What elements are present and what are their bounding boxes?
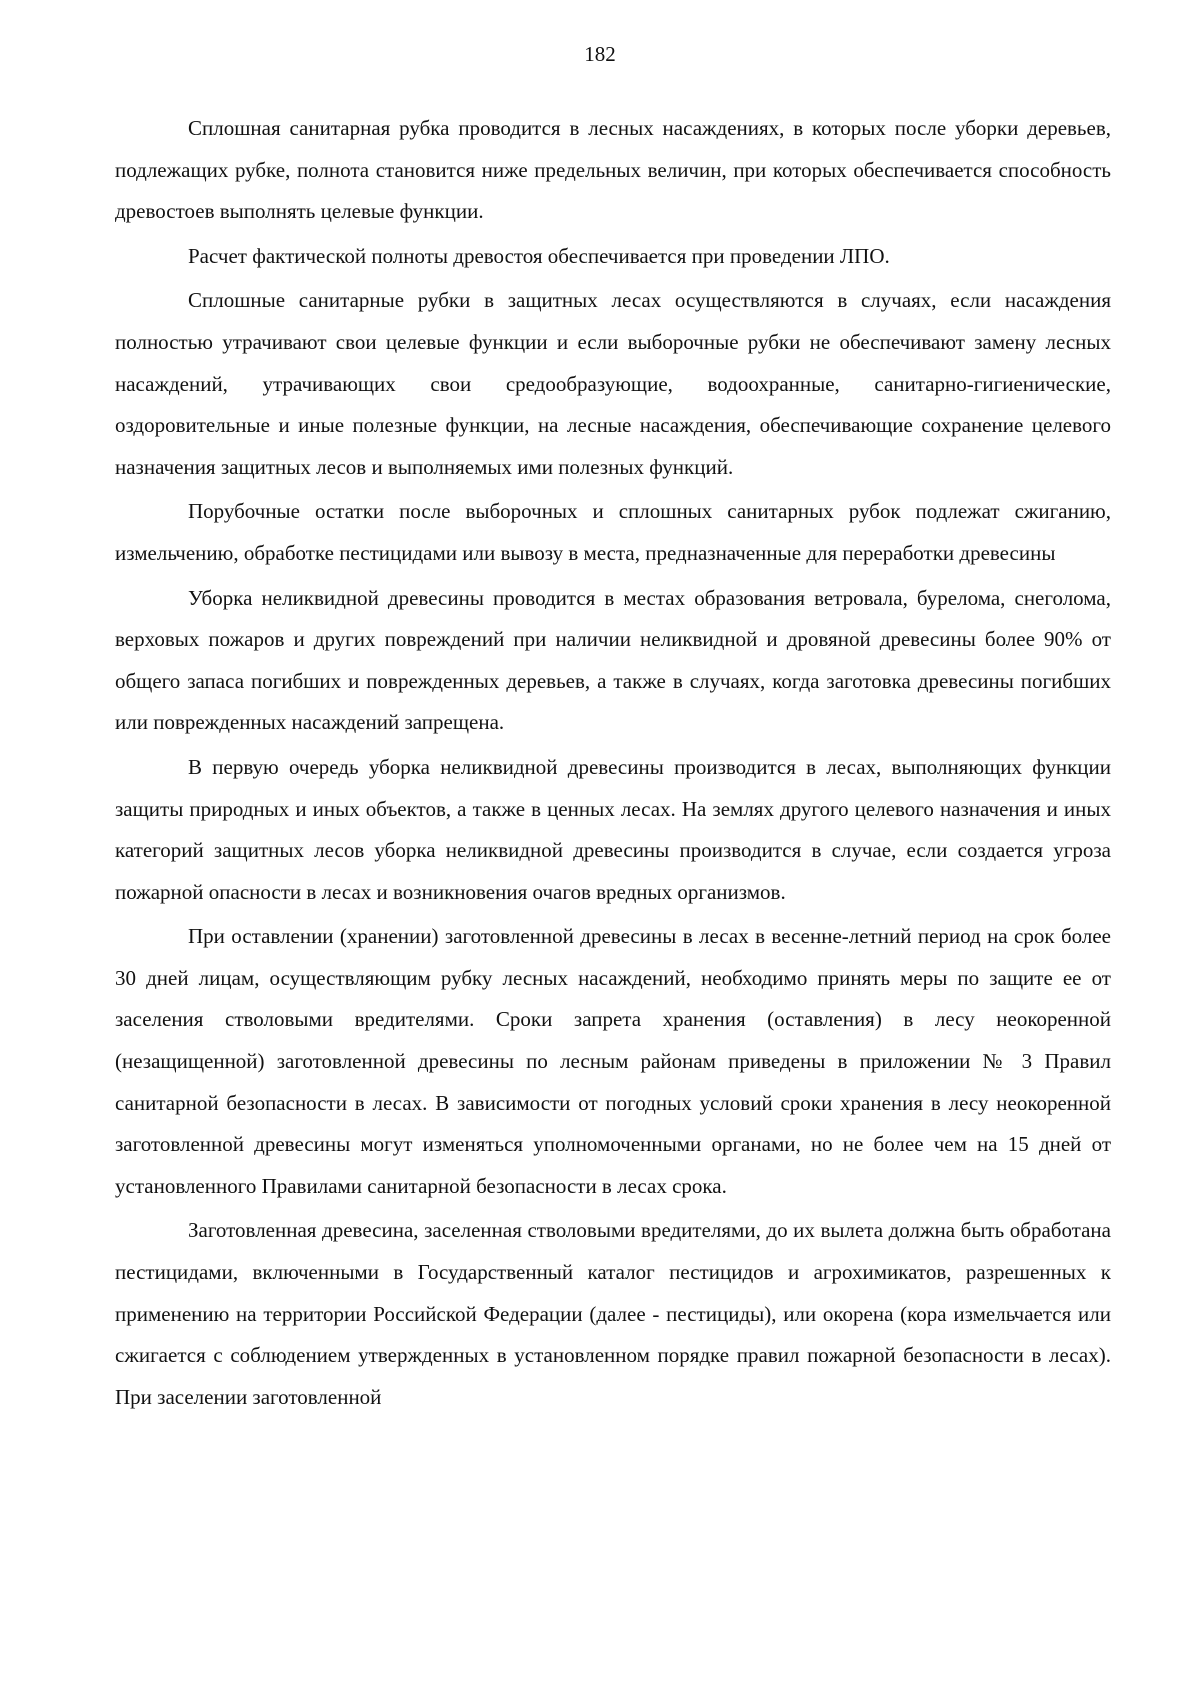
page-number: 182 bbox=[584, 42, 616, 66]
paragraph-non-merchantable-wood-removal: Уборка неликвидной древесины проводится в местах образования ветровала, бурелома, снеголома, верховых пожаров и других повреждений при наличии неликвидной и дровяной древесины более 90% от общего запаса погибших и поврежденных деревьев, а также в случаях, когда заготовка древесины погибших или поврежденных насаждений запрещена. bbox=[115, 585, 1111, 735]
paragraph-felling-residues: Порубочные остатки после выборочных и сплошных санитарных рубок подлежат сжиганию, измельчению, обработке пестицидами или вывозу в места, предназначенные для переработки древесины bbox=[115, 499, 1111, 565]
paragraph-priority-removal: В первую очередь уборка неликвидной древесины производится в лесах, выполняющих функции защиты природных и иных объектов, а также в ценных лесах. На землях другого целевого назначения и иных категорий защитных лесов уборка неликвидной древесины производится в случае, если создается угроза пожарной опасности в лесах и возникновения очагов вредных организмов. bbox=[115, 754, 1111, 904]
paragraph-infested-timber-treatment: Заготовленная древесина, заселенная стволовыми вредителями, до их вылета должна быть обработана пестицидами, включенными в Государственный каталог пестицидов и агрохимикатов, разрешенных к применению на территории Российской Федерации (далее - пестициды), или окорена (кора измельчается или сжигается с соблюдением утвержденных в установленном порядке правил пожарной безопасности в лесах). При заселении заготовленной bbox=[115, 1218, 1111, 1409]
document-body bbox=[115, 108, 1111, 1421]
paragraph-stand-density-calculation: Расчет фактической полноты древостоя обеспечивается при проведении ЛПО. bbox=[188, 243, 890, 268]
paragraph-timber-storage: При оставлении (хранении) заготовленной древесины в лесах в весенне-летний период на срок более 30 дней лицам, осуществляющим рубку лесных насаждений, необходимо принять меры по защите ее от заселения стволовыми вредителями. Сроки запрета хранения (оставления) в лесу неокоренной (незащищенной) заготовленной древесины по лесным районам приведены в приложении № 3 Правил санитарной безопасности в лесах. В зависимости от погодных условий сроки хранения в лесу неокоренной заготовленной древесины могут изменяться уполномоченными органами, но не более чем на 15 дней от установленного Правилами санитарной безопасности в лесах срока. bbox=[115, 924, 1111, 1198]
paragraph-clear-sanitary-felling: Сплошная санитарная рубка проводится в лесных насаждениях, в которых после уборки деревьев, подлежащих рубке, полнота становится ниже предельных величин, при которых обеспечивается способность древостоев выполнять целевые функции. bbox=[115, 116, 1111, 224]
paragraph-protective-forests-felling: Сплошные санитарные рубки в защитных лесах осуществляются в случаях, если насаждения полностью утрачивают свои целевые функции и если выборочные рубки не обеспечивают замену лесных насаждений, утрачивающих свои средообразующие, водоохранные, санитарно-гигиенические, оздоровительные и иные полезные функции, на лесные насаждения, обеспечивающие сохранение целевого назначения защитных лесов и выполняемых ими полезных функций. bbox=[115, 288, 1111, 479]
